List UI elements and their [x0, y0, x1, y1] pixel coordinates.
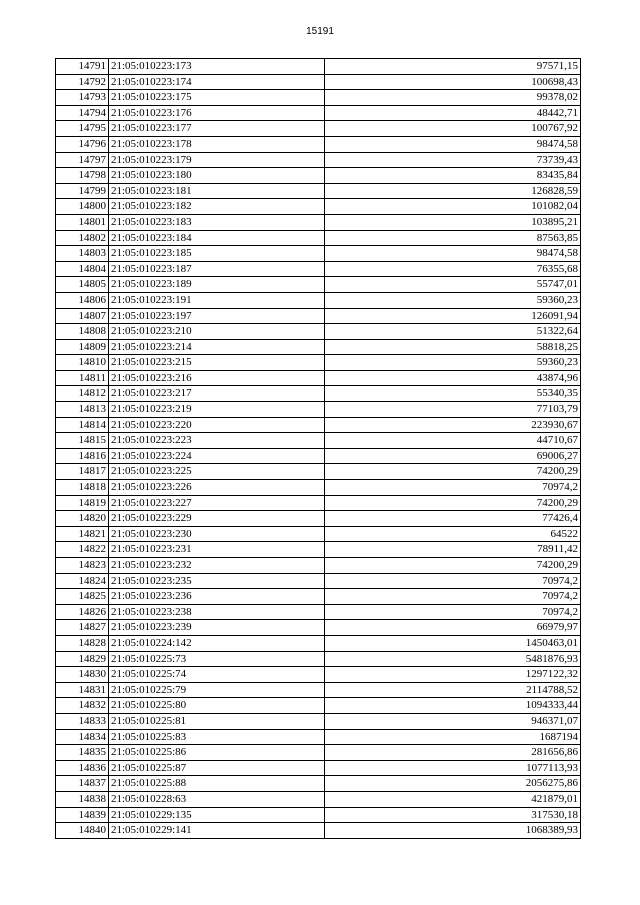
table-row — [56, 199, 581, 215]
cadastral-number-cell: 21:05:010225:74 — [109, 667, 325, 683]
cadastral-number-cell: 21:05:010223:178 — [109, 136, 325, 152]
row-number-cell: 14811 — [56, 370, 109, 386]
table-row — [56, 355, 581, 371]
cadastral-number-cell: 21:05:010223:179 — [109, 152, 325, 168]
row-number-cell: 14812 — [56, 386, 109, 402]
cadastral-value-cell: 5481876,93 — [325, 651, 581, 667]
row-number-cell: 14830 — [56, 667, 109, 683]
cadastral-value-cell: 58818,25 — [325, 339, 581, 355]
table-row — [56, 308, 581, 324]
table-row — [56, 745, 581, 761]
cadastral-number-cell: 21:05:010223:183 — [109, 214, 325, 230]
cadastral-value-cell: 59360,23 — [325, 292, 581, 308]
cadastral-number-cell: 21:05:010223:187 — [109, 261, 325, 277]
cadastral-number-cell: 21:05:010223:182 — [109, 199, 325, 215]
table-row — [56, 604, 581, 620]
table-row — [56, 558, 581, 574]
row-number-cell: 14791 — [56, 59, 109, 75]
cadastral-value-cell: 77426,4 — [325, 511, 581, 527]
cadastral-value-cell: 98474,58 — [325, 136, 581, 152]
row-number-cell: 14821 — [56, 526, 109, 542]
cadastral-value-cell: 126828,59 — [325, 183, 581, 199]
table-row — [56, 651, 581, 667]
cadastral-value-cell: 48442,71 — [325, 105, 581, 121]
table-row — [56, 74, 581, 90]
cadastral-number-cell: 21:05:010223:191 — [109, 292, 325, 308]
cadastral-number-cell: 21:05:010223:210 — [109, 324, 325, 340]
row-number-cell: 14819 — [56, 495, 109, 511]
cadastral-value-cell: 946371,07 — [325, 713, 581, 729]
row-number-cell: 14809 — [56, 339, 109, 355]
table-row — [56, 339, 581, 355]
table-row — [56, 433, 581, 449]
cadastral-number-cell: 21:05:010223:185 — [109, 246, 325, 262]
cadastral-number-cell: 21:05:010223:220 — [109, 417, 325, 433]
row-number-cell: 14817 — [56, 464, 109, 480]
cadastral-value-cell: 101082,04 — [325, 199, 581, 215]
cadastral-value-cell: 43874,96 — [325, 370, 581, 386]
cadastral-number-cell: 21:05:010229:135 — [109, 807, 325, 823]
table-row — [56, 713, 581, 729]
cadastral-number-cell: 21:05:010225:88 — [109, 776, 325, 792]
cadastral-number-cell: 21:05:010223:217 — [109, 386, 325, 402]
row-number-cell: 14794 — [56, 105, 109, 121]
table-row — [56, 417, 581, 433]
row-number-cell: 14838 — [56, 791, 109, 807]
cadastral-value-table — [55, 58, 581, 839]
table-row — [56, 370, 581, 386]
table-row — [56, 105, 581, 121]
row-number-cell: 14826 — [56, 604, 109, 620]
table-row — [56, 230, 581, 246]
cadastral-number-cell: 21:05:010225:73 — [109, 651, 325, 667]
cadastral-number-cell: 21:05:010223:176 — [109, 105, 325, 121]
cadastral-number-cell: 21:05:010223:215 — [109, 355, 325, 371]
table-body — [56, 59, 581, 839]
row-number-cell: 14840 — [56, 823, 109, 839]
table-row — [56, 261, 581, 277]
cadastral-value-cell: 55747,01 — [325, 277, 581, 293]
cadastral-value-cell: 70974,2 — [325, 480, 581, 496]
table-row — [56, 277, 581, 293]
row-number-cell: 14827 — [56, 620, 109, 636]
row-number-cell: 14799 — [56, 183, 109, 199]
row-number-cell: 14800 — [56, 199, 109, 215]
cadastral-number-cell: 21:05:010223:175 — [109, 90, 325, 106]
cadastral-value-cell: 100767,92 — [325, 121, 581, 137]
cadastral-number-cell: 21:05:010224:142 — [109, 635, 325, 651]
table-row — [56, 791, 581, 807]
cadastral-value-cell: 55340,35 — [325, 386, 581, 402]
row-number-cell: 14803 — [56, 246, 109, 262]
cadastral-number-cell: 21:05:010223:227 — [109, 495, 325, 511]
row-number-cell: 14839 — [56, 807, 109, 823]
table-row — [56, 542, 581, 558]
table-row — [56, 121, 581, 137]
cadastral-number-cell: 21:05:010223:177 — [109, 121, 325, 137]
cadastral-value-cell: 126091,94 — [325, 308, 581, 324]
table-row — [56, 682, 581, 698]
cadastral-number-cell: 21:05:010228:63 — [109, 791, 325, 807]
cadastral-number-cell: 21:05:010223:236 — [109, 589, 325, 605]
page-number: 15191 — [306, 26, 334, 37]
cadastral-number-cell: 21:05:010223:189 — [109, 277, 325, 293]
cadastral-value-cell: 100698,43 — [325, 74, 581, 90]
cadastral-number-cell: 21:05:010223:173 — [109, 59, 325, 75]
cadastral-number-cell: 21:05:010223:231 — [109, 542, 325, 558]
table-row — [56, 526, 581, 542]
row-number-cell: 14805 — [56, 277, 109, 293]
table-row — [56, 729, 581, 745]
table-row — [56, 448, 581, 464]
table-row — [56, 183, 581, 199]
cadastral-value-cell: 97571,15 — [325, 59, 581, 75]
cadastral-number-cell: 21:05:010225:79 — [109, 682, 325, 698]
cadastral-value-cell: 103895,21 — [325, 214, 581, 230]
cadastral-value-cell: 1068389,93 — [325, 823, 581, 839]
cadastral-value-cell: 1687194 — [325, 729, 581, 745]
row-number-cell: 14792 — [56, 74, 109, 90]
table-row — [56, 168, 581, 184]
row-number-cell: 14807 — [56, 308, 109, 324]
row-number-cell: 14832 — [56, 698, 109, 714]
row-number-cell: 14823 — [56, 558, 109, 574]
table-row — [56, 386, 581, 402]
row-number-cell: 14815 — [56, 433, 109, 449]
cadastral-value-cell: 74200,29 — [325, 558, 581, 574]
table-row — [56, 464, 581, 480]
cadastral-number-cell: 21:05:010223:219 — [109, 402, 325, 418]
cadastral-value-cell: 99378,02 — [325, 90, 581, 106]
table-row — [56, 495, 581, 511]
cadastral-number-cell: 21:05:010225:86 — [109, 745, 325, 761]
table-row — [56, 402, 581, 418]
row-number-cell: 14835 — [56, 745, 109, 761]
cadastral-number-cell: 21:05:010223:197 — [109, 308, 325, 324]
row-number-cell: 14837 — [56, 776, 109, 792]
row-number-cell: 14818 — [56, 480, 109, 496]
cadastral-value-cell: 2114788,52 — [325, 682, 581, 698]
cadastral-value-cell: 78911,42 — [325, 542, 581, 558]
cadastral-value-cell: 73739,43 — [325, 152, 581, 168]
table-row — [56, 246, 581, 262]
cadastral-value-cell: 70974,2 — [325, 589, 581, 605]
cadastral-value-cell: 1297122,32 — [325, 667, 581, 683]
row-number-cell: 14797 — [56, 152, 109, 168]
table-row — [56, 776, 581, 792]
cadastral-number-cell: 21:05:010225:81 — [109, 713, 325, 729]
row-number-cell: 14813 — [56, 402, 109, 418]
row-number-cell: 14828 — [56, 635, 109, 651]
cadastral-value-cell: 64522 — [325, 526, 581, 542]
cadastral-number-cell: 21:05:010225:80 — [109, 698, 325, 714]
cadastral-number-cell: 21:05:010223:224 — [109, 448, 325, 464]
table-row — [56, 480, 581, 496]
cadastral-value-cell: 59360,23 — [325, 355, 581, 371]
table-row — [56, 90, 581, 106]
cadastral-number-cell: 21:05:010223:226 — [109, 480, 325, 496]
cadastral-value-cell: 1094333,44 — [325, 698, 581, 714]
cadastral-value-cell: 74200,29 — [325, 464, 581, 480]
cadastral-value-cell: 76355,68 — [325, 261, 581, 277]
table-row — [56, 214, 581, 230]
cadastral-value-cell: 421879,01 — [325, 791, 581, 807]
table-row — [56, 573, 581, 589]
table-row — [56, 760, 581, 776]
cadastral-number-cell: 21:05:010223:232 — [109, 558, 325, 574]
row-number-cell: 14796 — [56, 136, 109, 152]
row-number-cell: 14795 — [56, 121, 109, 137]
cadastral-number-cell: 21:05:010223:223 — [109, 433, 325, 449]
cadastral-number-cell: 21:05:010223:225 — [109, 464, 325, 480]
row-number-cell: 14836 — [56, 760, 109, 776]
row-number-cell: 14798 — [56, 168, 109, 184]
table-row — [56, 589, 581, 605]
table-row — [56, 635, 581, 651]
row-number-cell: 14831 — [56, 682, 109, 698]
row-number-cell: 14820 — [56, 511, 109, 527]
cadastral-number-cell: 21:05:010229:141 — [109, 823, 325, 839]
row-number-cell: 14824 — [56, 573, 109, 589]
cadastral-number-cell: 21:05:010223:239 — [109, 620, 325, 636]
cadastral-value-cell: 2056275,86 — [325, 776, 581, 792]
row-number-cell: 14808 — [56, 324, 109, 340]
cadastral-value-cell: 317530,18 — [325, 807, 581, 823]
cadastral-value-cell: 69006,27 — [325, 448, 581, 464]
cadastral-number-cell: 21:05:010223:216 — [109, 370, 325, 386]
cadastral-value-cell: 51322,64 — [325, 324, 581, 340]
cadastral-value-cell: 223930,67 — [325, 417, 581, 433]
cadastral-number-cell: 21:05:010225:83 — [109, 729, 325, 745]
cadastral-value-cell: 66979,97 — [325, 620, 581, 636]
cadastral-number-cell: 21:05:010223:180 — [109, 168, 325, 184]
row-number-cell: 14802 — [56, 230, 109, 246]
row-number-cell: 14825 — [56, 589, 109, 605]
row-number-cell: 14822 — [56, 542, 109, 558]
cadastral-number-cell: 21:05:010223:181 — [109, 183, 325, 199]
cadastral-value-cell: 70974,2 — [325, 573, 581, 589]
row-number-cell: 14804 — [56, 261, 109, 277]
table-row — [56, 698, 581, 714]
row-number-cell: 14829 — [56, 651, 109, 667]
cadastral-value-cell: 77103,79 — [325, 402, 581, 418]
row-number-cell: 14806 — [56, 292, 109, 308]
table-row — [56, 324, 581, 340]
table-row — [56, 136, 581, 152]
cadastral-number-cell: 21:05:010223:230 — [109, 526, 325, 542]
table-row — [56, 807, 581, 823]
row-number-cell: 14833 — [56, 713, 109, 729]
cadastral-value-cell: 70974,2 — [325, 604, 581, 620]
cadastral-number-cell: 21:05:010223:238 — [109, 604, 325, 620]
cadastral-number-cell: 21:05:010223:235 — [109, 573, 325, 589]
cadastral-value-cell: 87563,85 — [325, 230, 581, 246]
table-row — [56, 152, 581, 168]
cadastral-number-cell: 21:05:010223:214 — [109, 339, 325, 355]
cadastral-value-cell: 281656,86 — [325, 745, 581, 761]
cadastral-number-cell: 21:05:010225:87 — [109, 760, 325, 776]
table-row — [56, 667, 581, 683]
row-number-cell: 14816 — [56, 448, 109, 464]
row-number-cell: 14801 — [56, 214, 109, 230]
cadastral-number-cell: 21:05:010223:184 — [109, 230, 325, 246]
cadastral-value-cell: 1077113,93 — [325, 760, 581, 776]
cadastral-value-cell: 44710,67 — [325, 433, 581, 449]
row-number-cell: 14814 — [56, 417, 109, 433]
cadastral-value-cell: 74200,29 — [325, 495, 581, 511]
row-number-cell: 14793 — [56, 90, 109, 106]
table-row — [56, 620, 581, 636]
cadastral-value-cell: 98474,58 — [325, 246, 581, 262]
cadastral-value-cell: 83435,84 — [325, 168, 581, 184]
cadastral-number-cell: 21:05:010223:174 — [109, 74, 325, 90]
table-row — [56, 59, 581, 75]
cadastral-value-cell: 1450463,01 — [325, 635, 581, 651]
table-row — [56, 823, 581, 839]
row-number-cell: 14810 — [56, 355, 109, 371]
table-row — [56, 511, 581, 527]
cadastral-number-cell: 21:05:010223:229 — [109, 511, 325, 527]
table-row — [56, 292, 581, 308]
row-number-cell: 14834 — [56, 729, 109, 745]
